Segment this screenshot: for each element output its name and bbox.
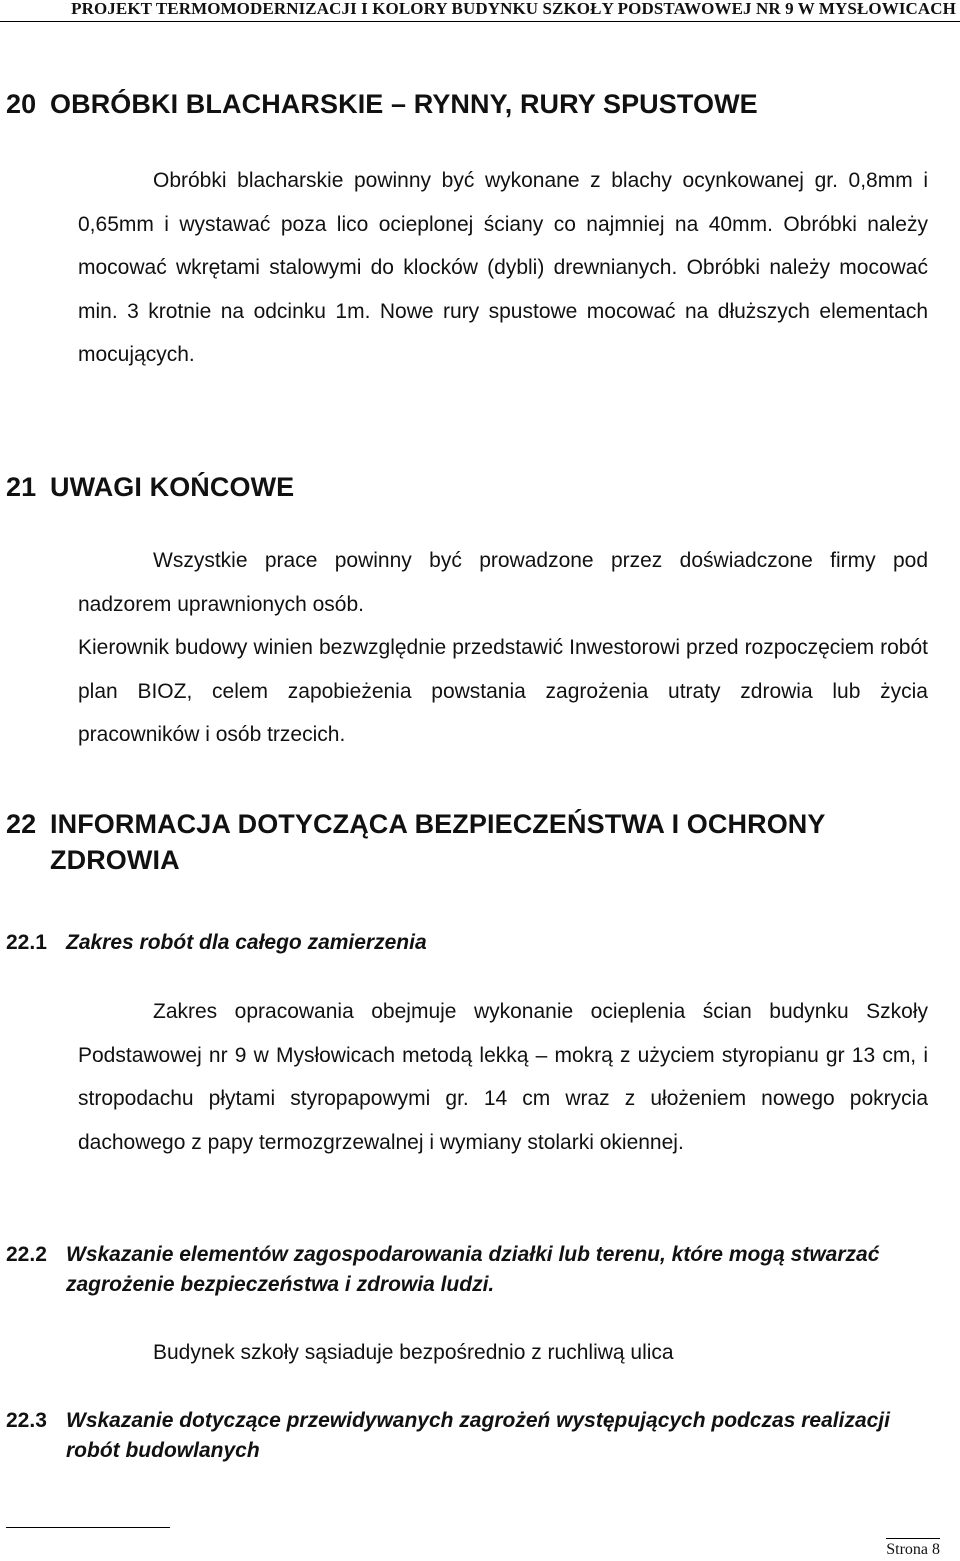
- section-22-heading: [6, 806, 930, 878]
- section-title: INFORMACJA DOTYCZĄCA BEZPIECZEŃSTWA I OCHRONY ZDROWIA: [50, 809, 826, 875]
- subsection-22-2-paragraph: Budynek szkoły sąsiaduje bezpośrednio z ruchliwą ulica: [153, 1341, 674, 1364]
- subsection-title: Wskazanie dotyczące przewidywanych zagrożeń występujących podczas realizacji robót budowlanych: [66, 1409, 890, 1462]
- subsection-number: 22.2: [6, 1243, 47, 1266]
- section-20-heading: [6, 86, 930, 122]
- subsection-number: 22.3: [6, 1409, 47, 1432]
- footer-rule: [6, 1527, 170, 1528]
- subsection-22-3-heading: [6, 1406, 936, 1466]
- section-21-heading: [6, 469, 930, 505]
- subsection-22-1-paragraph: Zakres opracowania obejmuje wykonanie ocieplenia ścian budynku Szkoły Podstawowej nr 9 w Mysłowicach metodą lekką – mokrą z użyciem styropianu gr 13 cm, i stropodachu płytami styropapowymi gr. 14 cm wraz z ułożeniem nowego pokrycia dachowego z papy termozgrzewalnej i wymiany stolarki okiennej.: [78, 1000, 928, 1154]
- section-number: 20: [6, 89, 37, 119]
- section-21-paragraph-1: Wszystkie prace powinny być prowadzone przez doświadczone firmy pod nadzorem uprawnionych osób.: [78, 549, 928, 616]
- subsection-number: 22.1: [6, 931, 47, 954]
- section-title: UWAGI KOŃCOWE: [50, 472, 295, 502]
- subsection-title: Zakres robót dla całego zamierzenia: [66, 931, 427, 954]
- subsection-22-1-heading: [6, 928, 936, 958]
- section-number: 21: [6, 472, 37, 502]
- section-20-paragraph: Obróbki blacharskie powinny być wykonane z blachy ocynkowanej gr. 0,8mm i 0,65mm i wystawać poza lico ocieplonej ściany co najmniej na 40mm. Obróbki należy mocować wkrętami stalowymi do klocków (dybli) drewnianych. Obróbki należy mocować min. 3 krotnie na odcinku 1m. Nowe rury spustowe mocować na dłuższych elementach mocujących.: [78, 169, 928, 366]
- page-header: PROJEKT TERMOMODERNIZACJI I KOLORY BUDYNKU SZKOŁY PODSTAWOWEJ NR 9 W MYSŁOWICACH: [0, 0, 960, 22]
- section-title: OBRÓBKI BLACHARSKIE – RYNNY, RURY SPUSTOWE: [50, 89, 758, 119]
- subsection-title: Wskazanie elementów zagospodarowania działki lub terenu, które mogą stwarzać zagrożenie bezpieczeństwa i zdrowia ludzi.: [66, 1243, 880, 1296]
- section-number: 22: [6, 809, 37, 839]
- subsection-22-2-heading: [6, 1240, 936, 1300]
- section-21-paragraph-2: Kierownik budowy winien bezwzględnie przedstawić Inwestorowi przed rozpoczęciem robót plan BIOZ, celem zapobieżenia powstania zagrożenia utraty zdrowia lub życia pracowników i osób trzecich.: [78, 636, 928, 746]
- page-number: Strona 8: [886, 1538, 940, 1559]
